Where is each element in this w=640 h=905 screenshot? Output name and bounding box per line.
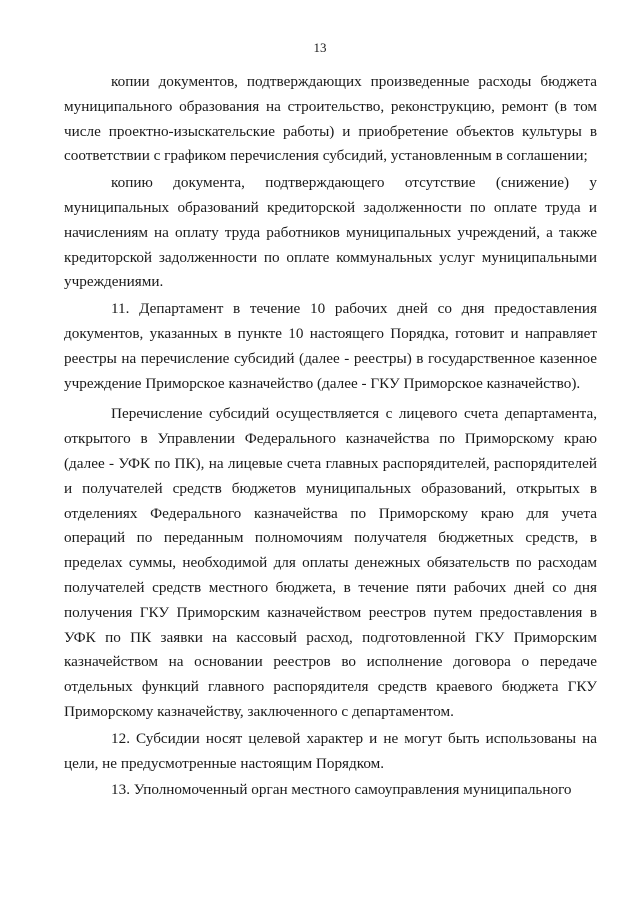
document-body [64,70,597,803]
page-number: 13 [313,40,327,55]
paragraph-copy-of-document: копию документа, подтверждающего отсутствие (снижение) у муниципальных образований кредиторской задолженности по оплате труда и начислениям на оплату труда работников муниципальных учреждений, а также кредиторской задолженности по оплате коммунальных услуг муниципальными учреждениями. [64,174,597,291]
paragraph-item-13: 13. Уполномоченный орган местного самоуправления муниципального [111,781,572,799]
paragraph-copies-of-documents: копии документов, подтверждающих произведенные расходы бюджета муниципального образования на строительство, реконструкцию, ремонт (в том числе проектно-изыскательские работы) и приобретение объектов культуры в соответствии с графиком перечисления субсидий, установленным в соглашении; [64,73,597,165]
paragraph-transfer-of-subsidies: Перечисление субсидий осуществляется с лицевого счета департамента, открытого в Управлении Федерального казначейства по Приморскому краю (далее - УФК по ПК), на лицевые счета главных распорядителей, распорядителей и получателей средств бюджетов муниципальных образований, открытых в отделениях Федерального казначейства по Приморскому краю для учета операций по переданным полномочиям получателя бюджетных средств, в пределах суммы, необходимой для оплаты денежных обязательств по расходам получателей средств местного бюджета, в течение пяти рабочих дней со дня получения ГКУ Приморским казначейством реестров путем предоставления в УФК по ПК заявки на кассовый расход, подготовленной ГКУ Приморским казначейством на основании реестров во исполнение договора о передаче отдельных функций главного распорядителя средств краевого бюджета ГКУ Приморскому казначейству, заключенного с департаментом. [64,405,597,720]
paragraph-item-12: 12. Субсидии носят целевой характер и не могут быть использованы на цели, не предусмотренные настоящим Порядком. [64,729,597,772]
paragraph-item-11: 11. Департамент в течение 10 рабочих дней со дня предоставления документов, указанных в пункте 10 настоящего Порядка, готовит и направляет реестры на перечисление субсидий (далее - реестры) в государственное казенное учреждение Приморское казначейство (далее - ГКУ Приморское казначейство). [64,300,597,392]
